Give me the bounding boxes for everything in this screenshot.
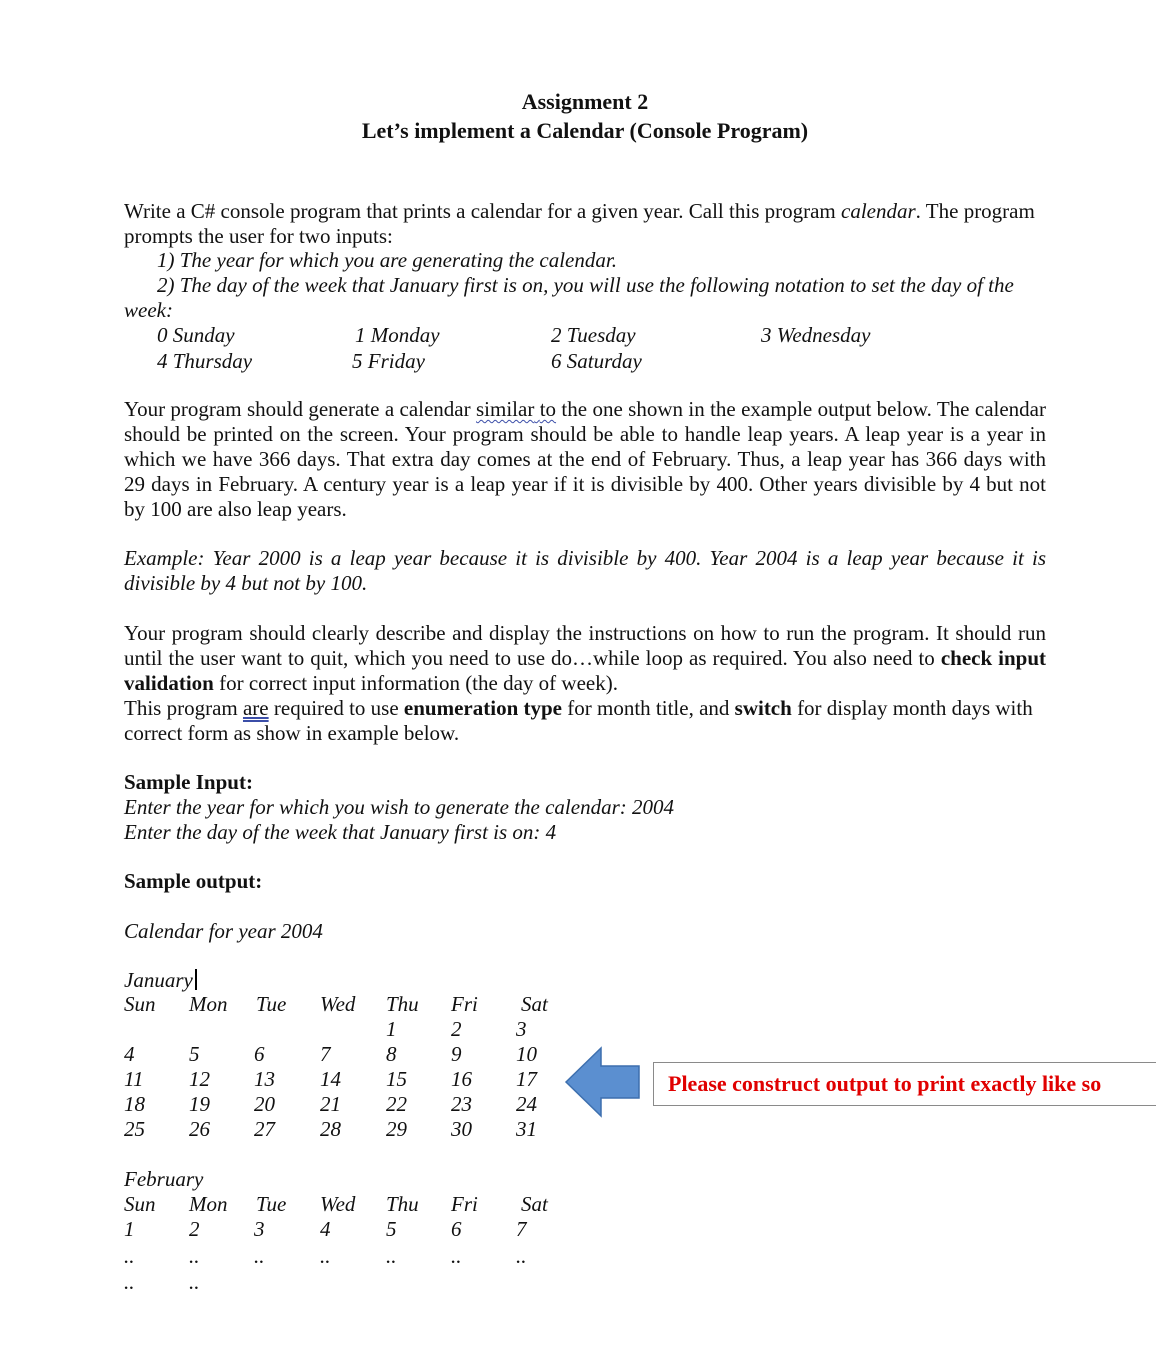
day-header-fri: Fri (451, 1192, 478, 1216)
arrow-left-icon (564, 1046, 642, 1118)
calendar-day-cell: 7 (516, 1217, 527, 1241)
day-header-fri: Fri (451, 992, 478, 1016)
notation-wednesday: 3 Wednesday (761, 323, 871, 347)
calendar-day-cell: 20 (254, 1092, 275, 1116)
grammar-marked-word: are (242, 696, 269, 720)
sample-output-heading: Sample output: (124, 869, 263, 893)
page-title: Assignment 2 (521, 89, 649, 114)
sample-input-line-2: Enter the day of the week that January first is on: 4 (124, 820, 557, 844)
day-header-wed: Wed (320, 1192, 356, 1216)
calendar-day-cell: 6 (254, 1042, 265, 1066)
leap-year-paragraph (124, 397, 1046, 522)
intro-paragraph (124, 199, 1046, 249)
calendar-day-cell: 9 (451, 1042, 462, 1066)
calendar-day-cell: 25 (124, 1117, 145, 1141)
sample-input-line-1: Enter the year for which you wish to generate the calendar: 2004 (124, 795, 674, 819)
day-header-sun: Sun (124, 992, 156, 1016)
callout-box: Please construct output to print exactly like so (653, 1062, 1156, 1106)
sample-input-heading: Sample Input: (124, 770, 253, 794)
bold-enumeration-type: enumeration type (403, 696, 562, 720)
day-header-sat: Sat (521, 1192, 548, 1216)
requirements-paragraph-2 (124, 696, 1046, 746)
calendar-day-cell: .. (451, 1244, 462, 1268)
calendar-day-cell: 28 (320, 1117, 341, 1141)
calendar-day-cell: 8 (386, 1042, 397, 1066)
calendar-day-cell: 2 (189, 1217, 200, 1241)
program-name: calendar (841, 199, 916, 223)
bold-check-input-validation: check input validation (124, 646, 1046, 695)
calendar-day-cell: .. (124, 1244, 135, 1268)
day-header-thu: Thu (386, 1192, 419, 1216)
calendar-day-cell: 15 (386, 1067, 407, 1091)
calendar-day-cell: 19 (189, 1092, 210, 1116)
notation-saturday: 6 Saturday (551, 349, 642, 373)
intro-text: Write a C# console program that prints a calendar for a given year. Call this program (124, 199, 842, 223)
day-header-thu: Thu (386, 992, 419, 1016)
para3-text-6: for display month days with correct form as show in example below. (124, 696, 1033, 745)
example-paragraph: Example: Year 2000 is a leap year because it is divisible by 400. Year 2004 is a leap year because it is divisible by 4 but not by 100. (124, 546, 1046, 595)
day-header-wed: Wed (320, 992, 356, 1016)
calendar-day-cell: .. (386, 1244, 397, 1268)
calendar-day-cell: 5 (189, 1042, 200, 1066)
para3-text-2: for correct input information (the day of week). (213, 671, 618, 695)
notation-sunday: 0 Sunday (157, 323, 235, 347)
calendar-day-cell: 6 (451, 1217, 462, 1241)
calendar-day-cell: .. (189, 1244, 200, 1268)
calendar-day-cell: 23 (451, 1092, 472, 1116)
month-name-january (124, 968, 197, 993)
calendar-day-cell: 22 (386, 1092, 407, 1116)
calendar-day-cell: 1 (386, 1017, 397, 1041)
calendar-day-cell: 4 (320, 1217, 331, 1241)
calendar-day-cell: 7 (320, 1042, 331, 1066)
calendar-day-cell: 31 (516, 1117, 537, 1141)
day-header-tue: Tue (256, 1192, 287, 1216)
para3-text-4: required to use (268, 696, 404, 720)
calendar-day-cell: 12 (189, 1067, 210, 1091)
intro-text-end: . The program prompts the user for two inputs: (124, 199, 1035, 248)
calendar-day-cell: 1 (124, 1217, 135, 1241)
spelling-marked-word-2: to (539, 397, 557, 421)
calendar-day-cell: 4 (124, 1042, 135, 1066)
para2-text: Your program should generate a calendar (124, 397, 476, 421)
calendar-day-cell: 27 (254, 1117, 275, 1141)
para2-text-rest: the one shown in the example output below. The calendar should be printed on the screen. Your program should be able to handle leap years. A leap year is a year in which we have 366 days. That extra day comes at the end of February. Thus, a leap year has 366 days with 29 days in February. A century year is a leap year if it is divisible by 400. Other years divisible by 4 but not by 100 are also leap years. (124, 397, 1046, 521)
calendar-day-cell: .. (516, 1244, 527, 1268)
day-header-mon: Mon (189, 1192, 228, 1216)
day-header-sun: Sun (124, 1192, 156, 1216)
para3-text: Your program should clearly describe and display the instructions on how to run the program. It should run until the user want to quit, which you need to use do…while loop as required. You also need to (124, 621, 1046, 670)
calendar-day-cell: 3 (516, 1017, 527, 1041)
calendar-day-cell: 17 (516, 1067, 537, 1091)
day-header-sat: Sat (521, 992, 548, 1016)
month-name-january-text: January (124, 968, 193, 992)
input-item-2-continued: week: (124, 298, 173, 322)
calendar-day-cell: 26 (189, 1117, 210, 1141)
calendar-day-cell: .. (189, 1270, 200, 1294)
day-header-tue: Tue (256, 992, 287, 1016)
calendar-day-cell: 21 (320, 1092, 341, 1116)
calendar-day-cell: 18 (124, 1092, 145, 1116)
month-name-february: February (124, 1167, 204, 1191)
calendar-day-cell: 5 (386, 1217, 397, 1241)
calendar-day-cell: 13 (254, 1067, 275, 1091)
notation-tuesday: 2 Tuesday (551, 323, 636, 347)
calendar-day-cell: .. (320, 1244, 331, 1268)
calendar-day-cell: 10 (516, 1042, 537, 1066)
notation-thursday: 4 Thursday (157, 349, 253, 373)
notation-monday: 1 Monday (355, 323, 440, 347)
calendar-day-cell: 16 (451, 1067, 472, 1091)
requirements-paragraph (124, 621, 1046, 696)
calendar-day-cell: 2 (451, 1017, 462, 1041)
calendar-day-cell: 24 (516, 1092, 537, 1116)
calendar-day-cell: 29 (386, 1117, 407, 1141)
spelling-marked-word: similar (476, 397, 535, 421)
text-cursor (195, 969, 197, 990)
calendar-day-cell: 11 (124, 1067, 144, 1091)
para3-text-5: for month title, and (562, 696, 735, 720)
bold-switch: switch (734, 696, 792, 720)
calendar-day-cell: 14 (320, 1067, 341, 1091)
calendar-day-cell: .. (254, 1244, 265, 1268)
calendar-day-cell: .. (124, 1270, 135, 1294)
calendar-day-cell: 3 (254, 1217, 265, 1241)
calendar-day-cell: 30 (451, 1117, 472, 1141)
page-subtitle: Let’s implement a Calendar (Console Program) (361, 118, 809, 143)
para3-text-3: This program (124, 696, 243, 720)
calendar-title: Calendar for year 2004 (124, 919, 323, 943)
input-item-2: 2) The day of the week that January first is on, you will use the following notation to set the day of the (157, 273, 1014, 297)
day-header-mon: Mon (189, 992, 228, 1016)
notation-friday: 5 Friday (352, 349, 425, 373)
input-item-1: 1) The year for which you are generating the calendar. (157, 248, 617, 272)
